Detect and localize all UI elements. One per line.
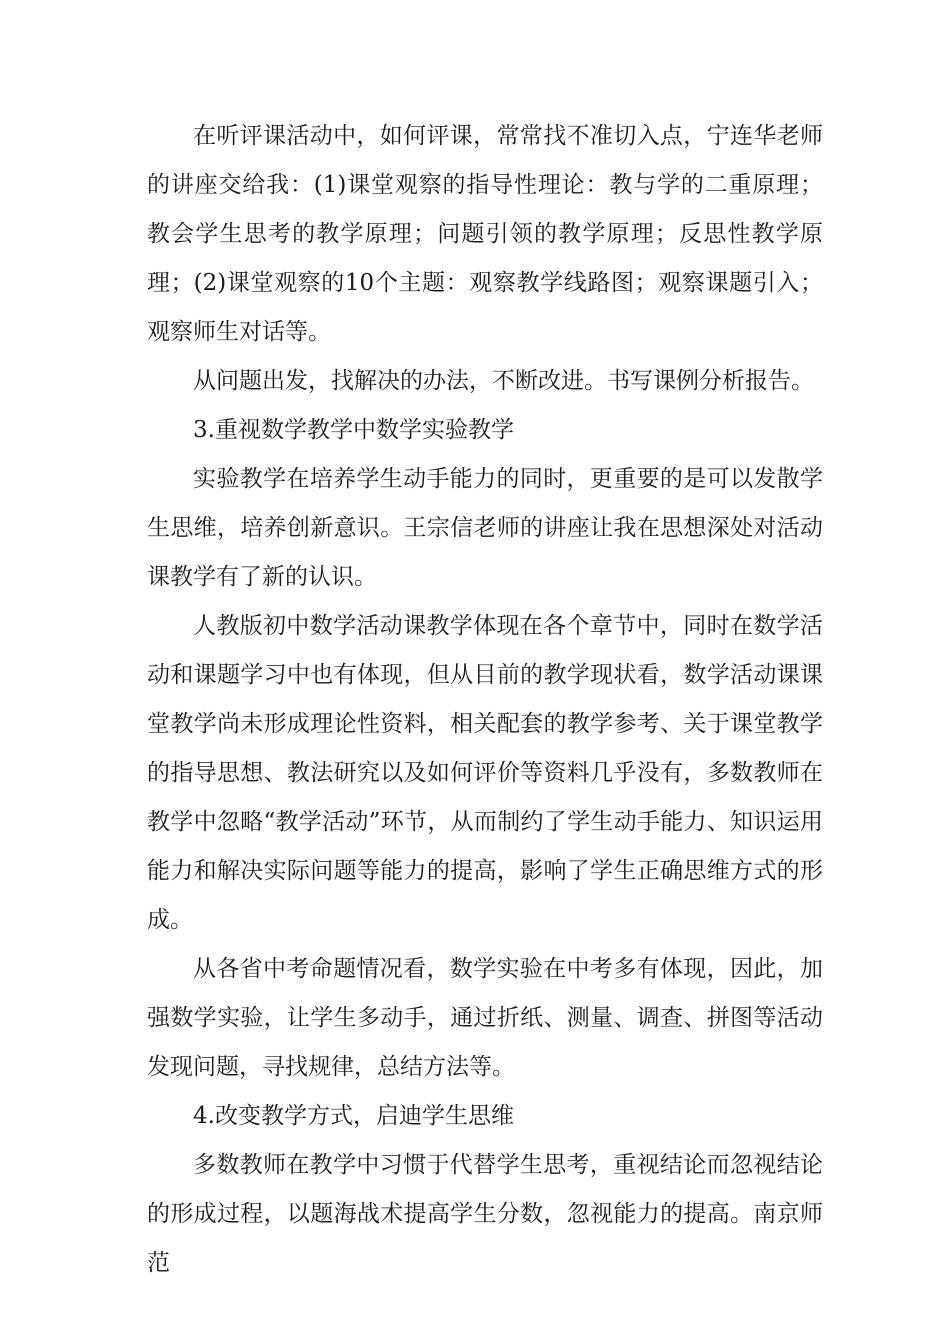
paragraph-exam-analysis: 从各省中考命题情况看，数学实验在中考多有体现，因此，加强数学实验，让学生多动手，通过折纸、测量、调查、拼图等活动发现问题，寻找规律，总结方法等。 (147, 956, 823, 1080)
paragraph-problem-solving: 从问题出发，找解决的办法，不断改进。书写课例分析报告。 (193, 368, 814, 394)
section-heading-3: 3.重视数学教学中数学实验教学 (193, 417, 514, 443)
paragraph-experiment-teaching: 实验教学在培养学生动手能力的同时，更重要的是可以发散学生思维，培养创新意识。王宗信老师的讲座让我在思想深处对活动课教学有了新的认识。 (147, 466, 823, 590)
paragraph-teaching-method: 多数教师在教学中习惯于代替学生思考，重视结论而忽视结论的形成过程，以题海战术提高学生分数，忽视能力的提高。南京师范 (147, 1152, 823, 1276)
paragraph-lesson-evaluation: 在听评课活动中，如何评课，常常找不准切入点，宁连华老师的讲座交给我：(1)课堂观察的指导性理论：教与学的二重原理；教会学生思考的教学原理；问题引领的教学原理；反思性教学原理；(2)课堂观察的10个主题：观察教学线路图；观察课题引入；观察师生对话等。 (147, 123, 823, 345)
document-body (147, 112, 823, 1288)
section-heading-4: 4.改变教学方式，启迪学生思维 (193, 1103, 514, 1129)
paragraph-activity-course: 人教版初中数学活动课教学体现在各个章节中，同时在数学活动和课题学习中也有体现，但从目前的教学现状看，数学活动课课堂教学尚未形成理论性资料，相关配套的教学参考、关于课堂教学的指导思想、教法研究以及如何评价等资料几乎没有，多数教师在教学中忽略“教学活动”环节，从而制约了学生动手能力、知识运用能力和解决实际问题等能力的提高，影响了学生正确思维方式的形成。 (147, 613, 823, 933)
